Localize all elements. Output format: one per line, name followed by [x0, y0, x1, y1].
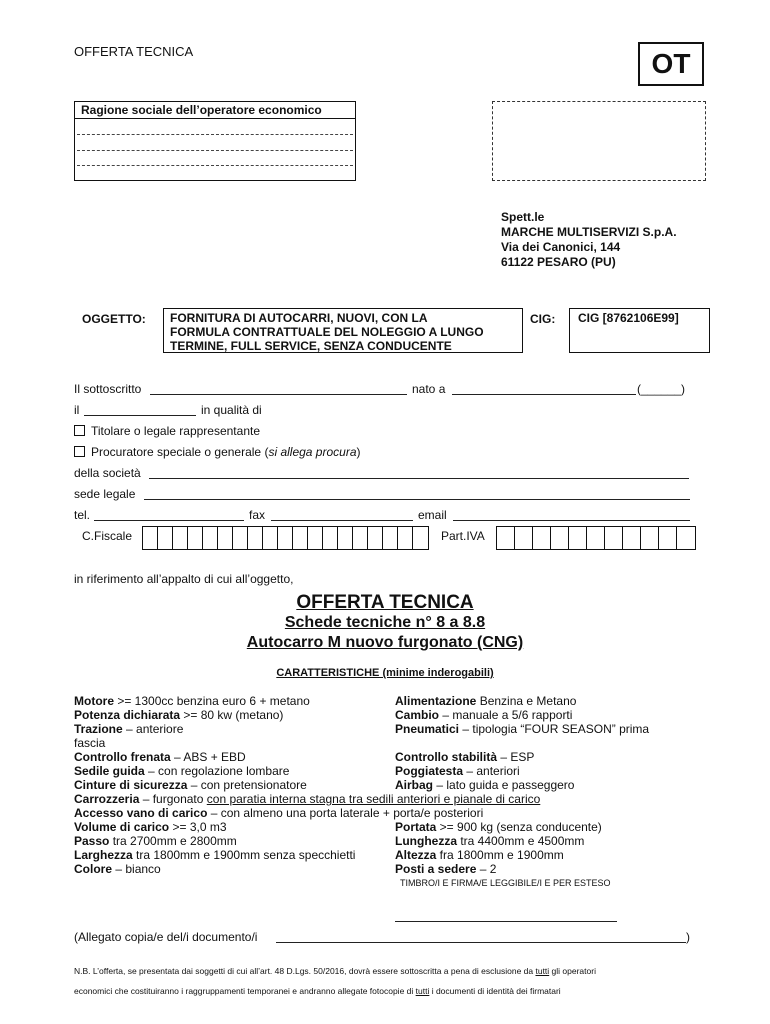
subject-line-2: FORMULA CONTRATTUALE DEL NOLEGGIO A LUNGO	[170, 325, 484, 339]
document-title: OFFERTA TECNICA	[74, 44, 194, 59]
spec-fascia: fascia	[74, 736, 106, 750]
subject-label: OGGETTO:	[82, 312, 146, 326]
spec-airbag: Airbag – lato guida e passeggero	[395, 778, 575, 792]
spec-larghezza: Larghezza tra 1800mm e 1900mm senza specchietti	[74, 848, 356, 862]
spec-sedile: Sedile guida – con regolazione lombare	[74, 764, 290, 778]
subject-line-3: TERMINE, FULL SERVICE, SENZA CONDUCENTE	[170, 339, 452, 353]
recipient-line-4: 61122 PESARO (PU)	[501, 255, 616, 269]
operator-box	[74, 101, 356, 181]
footnote-line-2: economici che costituiranno i raggruppamenti temporanei e andranno allegate fotocopie di tutti i documenti di identità dei firmatari	[74, 986, 561, 996]
birthplace-field[interactable]	[452, 394, 636, 395]
legal-seat-label: sede legale	[74, 487, 136, 501]
option-legal-representative-label: Titolare o legale rappresentante	[91, 424, 260, 438]
spec-alimentazione: Alimentazione Benzina e Metano	[395, 694, 577, 708]
signer-label: Il sottoscritto	[74, 382, 142, 396]
company-label: della società	[74, 466, 141, 480]
recipient-line-3: Via dei Canonici, 144	[501, 240, 621, 254]
recipient-line-1: Spett.le	[501, 210, 545, 224]
spec-carrozzeria: Carrozzeria – furgonato con paratia interna stagna tra sedili anteriori e pianale di carico	[74, 792, 541, 806]
born-at-label: nato a	[412, 382, 446, 396]
attachment-close: )	[686, 930, 690, 944]
offer-title: OFFERTA TECNICA	[296, 592, 474, 613]
email-label: email	[418, 508, 447, 522]
reference-text: in riferimento all’appalto di cui all’oggetto,	[74, 572, 294, 586]
offer-subtitle-1: Schede tecniche n° 8 a 8.8	[284, 614, 486, 631]
spec-pneumatici: Pneumatici – tipologia “FOUR SEASON” prima	[395, 722, 650, 736]
attachment-field[interactable]	[276, 942, 686, 943]
legal-seat-field[interactable]	[144, 499, 690, 500]
province-field[interactable]: (______)	[637, 382, 686, 396]
spec-motore: Motore >= 1300cc benzina euro 6 + metano	[74, 694, 310, 708]
tax-code-cells[interactable]	[142, 526, 429, 550]
spec-trazione: Trazione – anteriore	[74, 722, 184, 736]
vat-cells[interactable]	[496, 526, 696, 550]
operator-line-1[interactable]	[77, 134, 353, 135]
spec-portata: Portata >= 900 kg (senza conducente)	[395, 820, 602, 834]
signature-field[interactable]	[395, 921, 617, 922]
cig-value: CIG [8762106E99]	[578, 311, 679, 325]
option-attorney[interactable]	[74, 445, 361, 459]
email-field[interactable]	[453, 520, 690, 521]
checkbox-legal-representative[interactable]	[74, 425, 85, 436]
company-field[interactable]	[149, 478, 689, 479]
subject-line-1: FORNITURA DI AUTOCARRI, NUOVI, CON LA	[170, 311, 428, 325]
signer-name-field[interactable]	[150, 394, 407, 395]
fax-field[interactable]	[271, 520, 413, 521]
operator-line-2[interactable]	[77, 150, 353, 151]
signature-caption: TIMBRO/I E FIRMA/E LEGGIBILE/I E PER ESTESO	[400, 878, 611, 888]
spec-poggiatesta: Poggiatesta – anteriori	[395, 764, 520, 778]
cig-label: CIG:	[530, 312, 556, 326]
spec-posti: Posti a sedere – 2	[395, 862, 497, 876]
checkbox-attorney[interactable]	[74, 446, 85, 457]
recipient-line-2: MARCHE MULTISERVIZI S.p.A.	[501, 225, 677, 239]
option-legal-representative[interactable]	[74, 424, 260, 438]
spec-cambio: Cambio – manuale a 5/6 rapporti	[395, 708, 573, 722]
spec-frenata: Controllo frenata – ABS + EBD	[74, 750, 246, 764]
spec-potenza: Potenza dichiarata >= 80 kw (metano)	[74, 708, 284, 722]
spec-colore: Colore – bianco	[74, 862, 161, 876]
attachment-label: (Allegato copia/e del/i documento/i	[74, 930, 258, 944]
spec-lunghezza: Lunghezza tra 4400mm e 4500mm	[395, 834, 585, 848]
tax-code-label: C.Fiscale	[82, 529, 133, 543]
capacity-label: in qualità di	[201, 403, 262, 417]
tel-label: tel.	[74, 508, 91, 522]
date-label: il	[74, 403, 80, 417]
footnote-line-1: N.B. L’offerta, se presentata dai soggetti di cui all’art. 48 D.Lgs. 50/2016, dovrà essere sottoscritta a pena di esclusione da tutti gli operatori	[74, 966, 596, 976]
option-attorney-label-a: Procuratore speciale o generale (	[91, 445, 269, 459]
operator-box-label: Ragione sociale dell’operatore economico	[81, 103, 322, 117]
ot-badge: OT	[638, 42, 704, 86]
tel-field[interactable]	[94, 520, 244, 521]
operator-line-3[interactable]	[77, 165, 353, 166]
recipient-address	[501, 210, 677, 270]
spec-passo: Passo tra 2700mm e 2800mm	[74, 834, 237, 848]
spec-accesso: Accesso vano di carico – con almeno una porta laterale + porta/e posteriori	[74, 806, 484, 820]
spec-altezza: Altezza fra 1800mm e 1900mm	[395, 848, 564, 862]
option-attorney-label-b: )	[356, 445, 361, 459]
cig-box	[569, 308, 710, 353]
spec-volume: Volume di carico >= 3,0 m3	[74, 820, 227, 834]
spec-cinture: Cinture di sicurezza – con pretensionatore	[74, 778, 307, 792]
offer-subtitle-2: Autocarro M nuovo furgonato (CNG)	[246, 634, 524, 651]
option-attorney-label-em: si allega procura	[268, 445, 357, 459]
vat-label: Part.IVA	[441, 529, 485, 543]
spec-stabilita: Controllo stabilità – ESP	[395, 750, 535, 764]
characteristics-heading: CARATTERISTICHE (minime inderogabili)	[276, 667, 494, 679]
fax-label: fax	[249, 508, 266, 522]
birth-date-field[interactable]	[84, 415, 196, 416]
subject-box	[163, 308, 523, 353]
stamp-box[interactable]	[492, 101, 706, 181]
